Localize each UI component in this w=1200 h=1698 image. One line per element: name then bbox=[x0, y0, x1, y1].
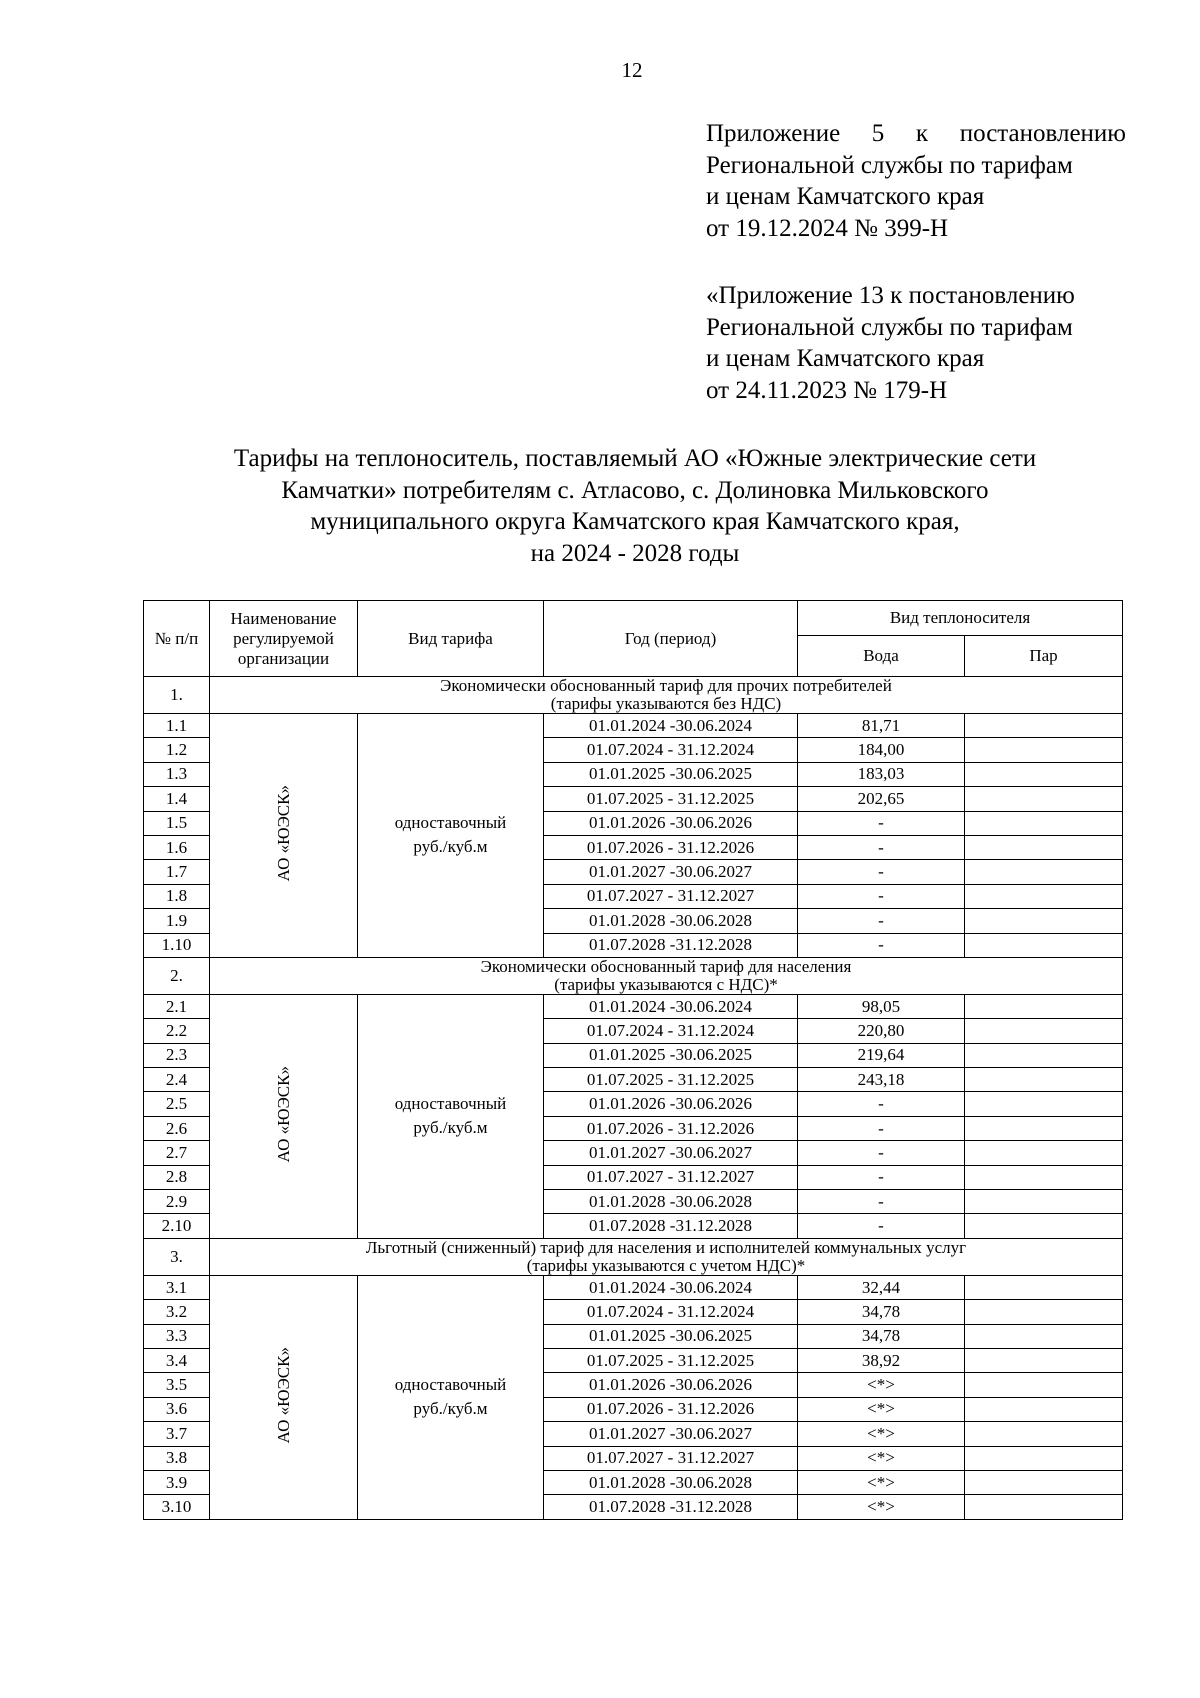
period-cell: 01.01.2025 -30.06.2025 bbox=[544, 1324, 798, 1348]
period-cell: 01.01.2027 -30.06.2027 bbox=[544, 1141, 798, 1165]
section-title bbox=[210, 1238, 1123, 1275]
section-title-line: (тарифы указываются с учетом НДС)* bbox=[526, 1255, 806, 1275]
water-tariff-cell: - bbox=[798, 811, 965, 835]
period-cell: 01.07.2028 -31.12.2028 bbox=[544, 933, 798, 957]
section-title-line: Экономически обоснованный тариф для населения bbox=[480, 957, 852, 976]
row-number: 1.9 bbox=[144, 909, 210, 933]
steam-tariff-cell bbox=[965, 1324, 1123, 1348]
period-cell: 01.07.2027 - 31.12.2027 bbox=[544, 884, 798, 908]
period-cell: 01.01.2027 -30.06.2027 bbox=[544, 860, 798, 884]
row-number: 3.2 bbox=[144, 1300, 210, 1324]
period-cell: 01.07.2027 - 31.12.2027 bbox=[544, 1165, 798, 1189]
section-title-line: (тарифы указываются с НДС)* bbox=[554, 974, 778, 994]
row-number: 2.3 bbox=[144, 1043, 210, 1067]
water-tariff-cell: <*> bbox=[798, 1470, 965, 1494]
tariff-kind: одноставочный bbox=[394, 1375, 507, 1395]
steam-tariff-cell bbox=[965, 1068, 1123, 1092]
row-number: 2.10 bbox=[144, 1214, 210, 1238]
tariff-kind: одноставочный bbox=[394, 813, 507, 833]
tariff-table bbox=[143, 600, 1123, 1520]
water-tariff-cell: - bbox=[798, 1092, 965, 1116]
header-tariff-type: Вид тарифа bbox=[358, 601, 544, 677]
period-cell: 01.07.2028 -31.12.2028 bbox=[544, 1495, 798, 1519]
steam-tariff-cell bbox=[965, 835, 1123, 859]
water-tariff-cell: - bbox=[798, 1141, 965, 1165]
tariff-kind: одноставочный bbox=[394, 1094, 507, 1114]
tariff-unit: руб./куб.м bbox=[413, 837, 488, 857]
row-number: 1.2 bbox=[144, 738, 210, 762]
period-cell: 01.01.2026 -30.06.2026 bbox=[544, 1092, 798, 1116]
period-cell: 01.01.2025 -30.06.2025 bbox=[544, 1043, 798, 1067]
header-carrier: Вид теплоносителя bbox=[798, 601, 1123, 636]
water-tariff-cell: - bbox=[798, 1190, 965, 1214]
organization-cell bbox=[210, 714, 358, 958]
row-number: 1.8 bbox=[144, 884, 210, 908]
tariff-type-cell bbox=[358, 1275, 544, 1519]
section-number: 2. bbox=[144, 957, 210, 994]
row-number: 2.5 bbox=[144, 1092, 210, 1116]
water-tariff-cell: <*> bbox=[798, 1446, 965, 1470]
period-cell: 01.01.2028 -30.06.2028 bbox=[544, 1190, 798, 1214]
section-header-row bbox=[144, 957, 1123, 994]
water-tariff-cell: 184,00 bbox=[798, 738, 965, 762]
row-number: 2.1 bbox=[144, 994, 210, 1018]
water-tariff-cell: <*> bbox=[798, 1373, 965, 1397]
title-line: Тарифы на теплоноситель, поставляемый АО «Южные электрические сети bbox=[233, 445, 1037, 472]
period-cell: 01.07.2025 - 31.12.2025 bbox=[544, 1068, 798, 1092]
table-row bbox=[144, 994, 1123, 1018]
title-line: Камчатки» потребителям с. Атласово, с. Долиновка Мильковского bbox=[281, 476, 989, 504]
water-tariff-cell: - bbox=[798, 835, 965, 859]
row-number: 1.5 bbox=[144, 811, 210, 835]
header-period: Год (период) bbox=[544, 601, 798, 677]
row-number: 2.2 bbox=[144, 1019, 210, 1043]
steam-tariff-cell bbox=[965, 1422, 1123, 1446]
period-cell: 01.07.2028 -31.12.2028 bbox=[544, 1214, 798, 1238]
period-cell: 01.07.2026 - 31.12.2026 bbox=[544, 1116, 798, 1140]
row-number: 3.6 bbox=[144, 1397, 210, 1421]
section-title bbox=[210, 677, 1123, 714]
steam-tariff-cell bbox=[965, 787, 1123, 811]
water-tariff-cell: - bbox=[798, 909, 965, 933]
row-number: 1.6 bbox=[144, 835, 210, 859]
steam-tariff-cell bbox=[965, 762, 1123, 786]
period-cell: 01.07.2024 - 31.12.2024 bbox=[544, 738, 798, 762]
water-tariff-cell: 183,03 bbox=[798, 762, 965, 786]
appendix-line: и ценам Камчатского края bbox=[706, 345, 985, 372]
row-number: 1.10 bbox=[144, 933, 210, 957]
steam-tariff-cell bbox=[965, 860, 1123, 884]
row-number: 2.8 bbox=[144, 1165, 210, 1189]
period-cell: 01.07.2026 - 31.12.2026 bbox=[544, 835, 798, 859]
water-tariff-cell: - bbox=[798, 860, 965, 884]
row-number: 2.7 bbox=[144, 1141, 210, 1165]
section-title-line: (тарифы указываются без НДС) bbox=[550, 694, 782, 713]
period-cell: 01.01.2027 -30.06.2027 bbox=[544, 1422, 798, 1446]
row-number: 3.8 bbox=[144, 1446, 210, 1470]
row-number: 3.4 bbox=[144, 1348, 210, 1372]
period-cell: 01.07.2025 - 31.12.2025 bbox=[544, 1348, 798, 1372]
water-tariff-cell: 98,05 bbox=[798, 994, 965, 1018]
period-cell: 01.01.2024 -30.06.2024 bbox=[544, 714, 798, 738]
period-cell: 01.07.2027 - 31.12.2027 bbox=[544, 1446, 798, 1470]
steam-tariff-cell bbox=[965, 1397, 1123, 1421]
appendix-line: «Приложение 13 к постановлению bbox=[706, 282, 1075, 309]
steam-tariff-cell bbox=[965, 1019, 1123, 1043]
steam-tariff-cell bbox=[965, 1275, 1123, 1299]
period-cell: 01.07.2024 - 31.12.2024 bbox=[544, 1019, 798, 1043]
period-cell: 01.07.2026 - 31.12.2026 bbox=[544, 1397, 798, 1421]
steam-tariff-cell bbox=[965, 1495, 1123, 1519]
steam-tariff-cell bbox=[965, 1214, 1123, 1238]
steam-tariff-cell bbox=[965, 738, 1123, 762]
water-tariff-cell: 81,71 bbox=[798, 714, 965, 738]
water-tariff-cell: 34,78 bbox=[798, 1324, 965, 1348]
table-row bbox=[144, 714, 1123, 738]
steam-tariff-cell bbox=[965, 1165, 1123, 1189]
section-title-line: Экономически обоснованный тариф для прочих потребителей bbox=[440, 676, 892, 695]
row-number: 3.9 bbox=[144, 1470, 210, 1494]
steam-tariff-cell bbox=[965, 909, 1123, 933]
steam-tariff-cell bbox=[965, 994, 1123, 1018]
title-line: муниципального округа Камчатского края Камчатского края, bbox=[310, 508, 960, 535]
organization-cell bbox=[210, 994, 358, 1238]
steam-tariff-cell bbox=[965, 1141, 1123, 1165]
section-title bbox=[210, 957, 1123, 994]
section-header-row bbox=[144, 1238, 1123, 1275]
appendix-current bbox=[706, 118, 1126, 244]
period-cell: 01.07.2024 - 31.12.2024 bbox=[544, 1300, 798, 1324]
appendix-line: Региональной службы по тарифам bbox=[706, 151, 1073, 179]
appendix-line: Приложение 5 к постановлению bbox=[706, 120, 1126, 147]
water-tariff-cell: - bbox=[798, 1165, 965, 1189]
organization-name: АО «ЮЭСК» bbox=[273, 1066, 293, 1163]
water-tariff-cell: 219,64 bbox=[798, 1043, 965, 1067]
row-number: 1.1 bbox=[144, 714, 210, 738]
section-number: 3. bbox=[144, 1238, 210, 1275]
period-cell: 01.01.2026 -30.06.2026 bbox=[544, 811, 798, 835]
steam-tariff-cell bbox=[965, 1300, 1123, 1324]
water-tariff-cell: 32,44 bbox=[798, 1275, 965, 1299]
steam-tariff-cell bbox=[965, 1190, 1123, 1214]
table-row bbox=[144, 1275, 1123, 1299]
water-tariff-cell: - bbox=[798, 1116, 965, 1140]
water-tariff-cell: - bbox=[798, 884, 965, 908]
period-cell: 01.01.2024 -30.06.2024 bbox=[544, 1275, 798, 1299]
period-cell: 01.01.2028 -30.06.2028 bbox=[544, 909, 798, 933]
row-number: 1.4 bbox=[144, 787, 210, 811]
row-number: 3.10 bbox=[144, 1495, 210, 1519]
steam-tariff-cell bbox=[965, 1373, 1123, 1397]
water-tariff-cell: <*> bbox=[798, 1422, 965, 1446]
row-number: 3.3 bbox=[144, 1324, 210, 1348]
tariff-unit: руб./куб.м bbox=[413, 1118, 488, 1138]
water-tariff-cell: 202,65 bbox=[798, 787, 965, 811]
organization-cell bbox=[210, 1275, 358, 1519]
row-number: 2.9 bbox=[144, 1190, 210, 1214]
table-body bbox=[144, 677, 1123, 1520]
organization-name: АО «ЮЭСК» bbox=[273, 785, 293, 882]
appendix-line: и ценам Камчатского края bbox=[706, 183, 985, 210]
tariff-type-cell bbox=[358, 994, 544, 1238]
row-number: 3.5 bbox=[144, 1373, 210, 1397]
water-tariff-cell: 34,78 bbox=[798, 1300, 965, 1324]
steam-tariff-cell bbox=[965, 1446, 1123, 1470]
steam-tariff-cell bbox=[965, 714, 1123, 738]
header-num: № п/п bbox=[144, 601, 210, 677]
water-tariff-cell: 38,92 bbox=[798, 1348, 965, 1372]
organization-name: АО «ЮЭСК» bbox=[273, 1347, 293, 1444]
section-header-row bbox=[144, 677, 1123, 714]
period-cell: 01.01.2026 -30.06.2026 bbox=[544, 1373, 798, 1397]
header-water: Вода bbox=[798, 636, 965, 677]
header-steam: Пар bbox=[965, 636, 1123, 677]
steam-tariff-cell bbox=[965, 811, 1123, 835]
steam-tariff-cell bbox=[965, 884, 1123, 908]
tariff-type-cell bbox=[358, 714, 544, 958]
title-line: на 2024 - 2028 годы bbox=[530, 539, 740, 567]
water-tariff-cell: 220,80 bbox=[798, 1019, 965, 1043]
section-number: 1. bbox=[144, 677, 210, 714]
header-org: Наименование регулируемой организации bbox=[210, 601, 358, 677]
water-tariff-cell: <*> bbox=[798, 1495, 965, 1519]
document-title bbox=[140, 443, 1130, 569]
section-title-line: Льготный (сниженный) тариф для населения и исполнителей коммунальных услуг bbox=[365, 1238, 967, 1257]
period-cell: 01.01.2028 -30.06.2028 bbox=[544, 1470, 798, 1494]
steam-tariff-cell bbox=[965, 1470, 1123, 1494]
water-tariff-cell: - bbox=[798, 933, 965, 957]
water-tariff-cell: <*> bbox=[798, 1397, 965, 1421]
page-number: 12 bbox=[621, 58, 643, 82]
appendix-line: Региональной службы по тарифам bbox=[706, 313, 1073, 341]
row-number: 3.1 bbox=[144, 1275, 210, 1299]
row-number: 1.3 bbox=[144, 762, 210, 786]
row-number: 2.6 bbox=[144, 1116, 210, 1140]
appendix-original bbox=[706, 280, 1126, 406]
steam-tariff-cell bbox=[965, 933, 1123, 957]
steam-tariff-cell bbox=[965, 1348, 1123, 1372]
water-tariff-cell: - bbox=[798, 1214, 965, 1238]
tariff-unit: руб./куб.м bbox=[413, 1399, 488, 1419]
row-number: 1.7 bbox=[144, 860, 210, 884]
water-tariff-cell: 243,18 bbox=[798, 1068, 965, 1092]
row-number: 2.4 bbox=[144, 1068, 210, 1092]
steam-tariff-cell bbox=[965, 1043, 1123, 1067]
period-cell: 01.07.2025 - 31.12.2025 bbox=[544, 787, 798, 811]
period-cell: 01.01.2025 -30.06.2025 bbox=[544, 762, 798, 786]
period-cell: 01.01.2024 -30.06.2024 bbox=[544, 994, 798, 1018]
appendix-line: от 24.11.2023 № 179-Н bbox=[706, 376, 948, 404]
row-number: 3.7 bbox=[144, 1422, 210, 1446]
appendix-line: от 19.12.2024 № 399-Н bbox=[706, 214, 949, 242]
steam-tariff-cell bbox=[965, 1116, 1123, 1140]
steam-tariff-cell bbox=[965, 1092, 1123, 1116]
